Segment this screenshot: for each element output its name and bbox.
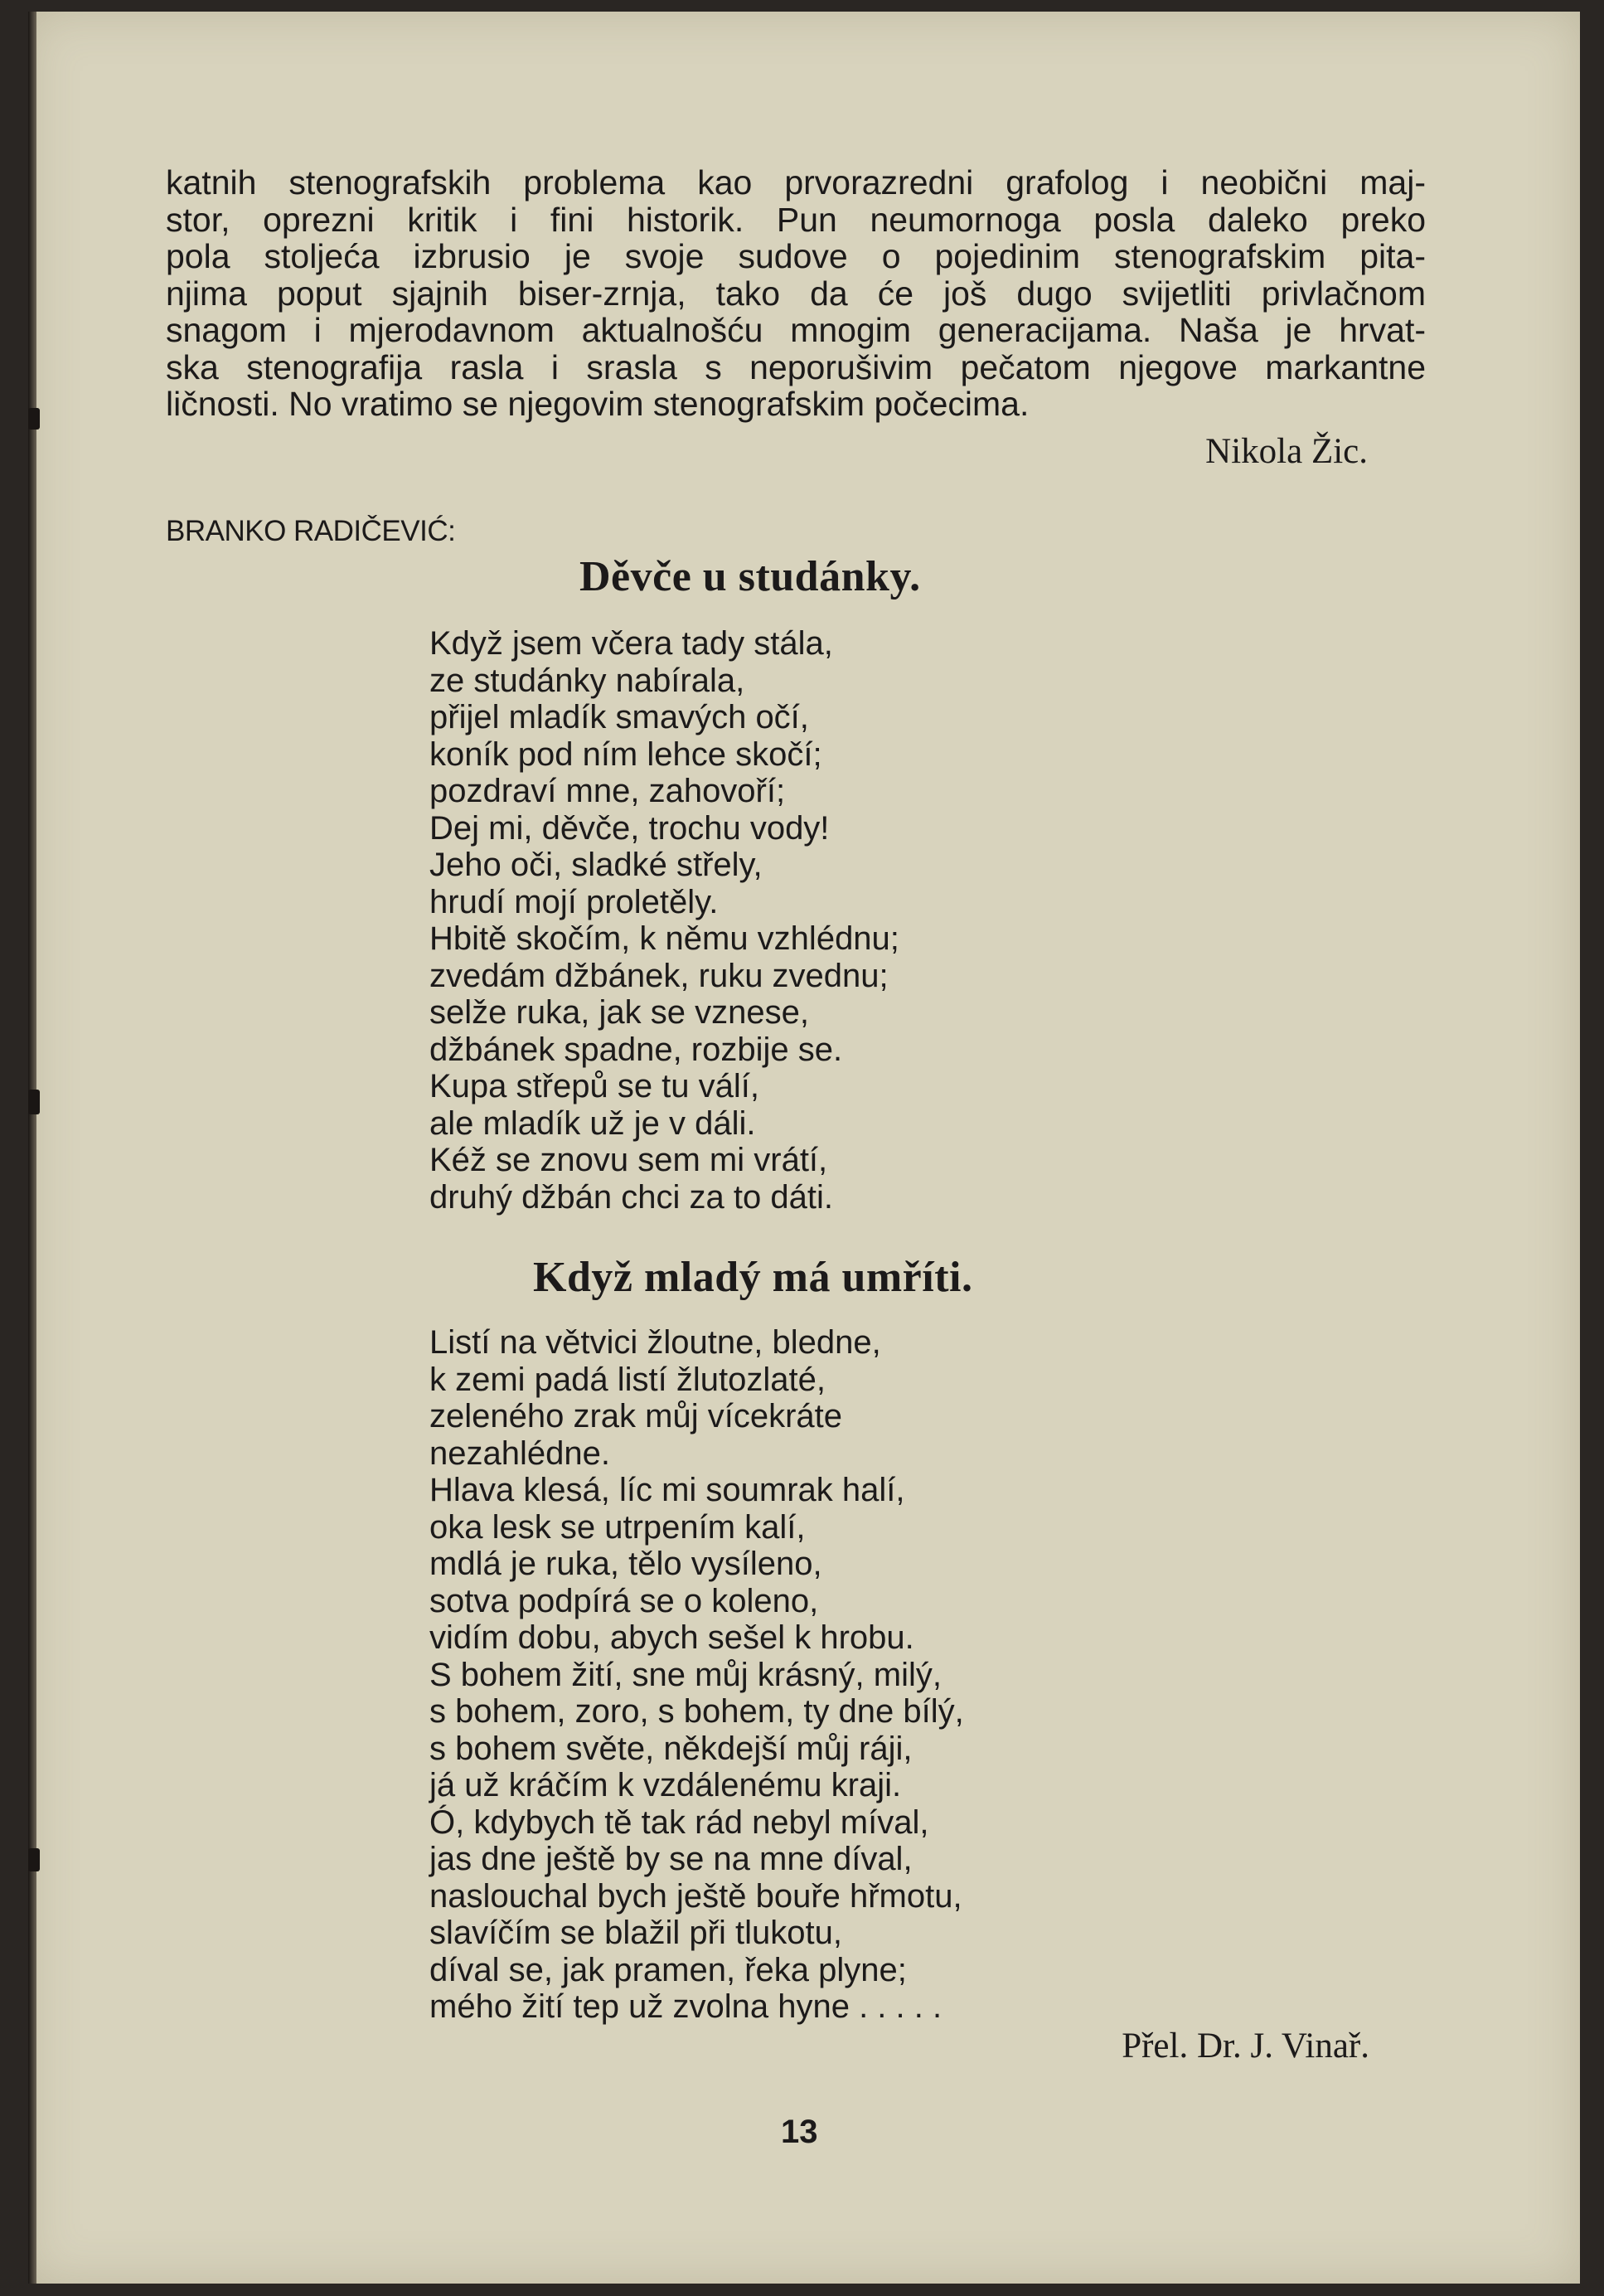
verse-line: díval se, jak pramen, řeka plyne;: [429, 1951, 907, 1988]
verse-line: Dej mi, děvče, trochu vody!: [429, 809, 830, 847]
poem-verse: [429, 625, 899, 1216]
page-edge-mark: [28, 408, 40, 430]
verse-line: Hbitě skočím, k němu vzhlédnu;: [429, 920, 899, 957]
poem-verse: [429, 1324, 964, 2026]
verse-line: S bohem žití, sne můj krásný, milý,: [429, 1656, 942, 1693]
verse-line: mého žití tep už zvolna hyne . . . . .: [429, 1988, 943, 2025]
verse-line: Jeho oči, sladké střely,: [429, 847, 763, 883]
verse-line: Kéž se znovu sem mi vrátí,: [429, 1142, 828, 1178]
verse-line: Ó, kdybych tě tak rád nebyl míval,: [429, 1803, 929, 1841]
prose-line: ličnosti. No vratimo se njegovim stenografskim počecima.: [166, 385, 1030, 423]
prose-line: snagom i mjerodavnom aktualnošću mnogim generacijama. Naša je hrvat-: [166, 311, 1426, 349]
verse-line: Když jsem včera tady stála,: [429, 625, 833, 662]
verse-line: nezahlédne.: [429, 1434, 610, 1472]
verse-line: já už kráčím k vzdálenému kraji.: [429, 1767, 902, 1803]
verse-line: selže ruka, jak se vznese,: [429, 994, 809, 1031]
verse-line: sotva podpírá se o koleno,: [429, 1582, 819, 1619]
translator-signature: Přel. Dr. J. Vinař.: [1122, 2027, 1369, 2065]
prose-line: stor, oprezni kritik i fini historik. Pun neumornoga posla daleko preko: [166, 200, 1426, 239]
verse-line: jas dne ještě by se na mne díval,: [429, 1841, 913, 1877]
prose-paragraph: [166, 164, 1426, 423]
poem-title: Děvče u studánky.: [579, 553, 921, 600]
verse-line: Kupa střepů se tu válí,: [429, 1068, 760, 1104]
verse-line: Listí na větvici žloutne, bledne,: [429, 1324, 881, 1361]
page-edge-mark: [28, 1848, 40, 1871]
verse-line: oka lesk se utrpením kalí,: [429, 1508, 806, 1546]
verse-line: zeleného zrak můj vícekráte: [429, 1398, 843, 1434]
page-spine-edge: [28, 12, 36, 2284]
verse-line: koník pod ním lehce skočí;: [429, 735, 822, 773]
verse-line: mdlá je ruka, tělo vysíleno,: [429, 1546, 822, 1582]
prose-line: pola stoljeća izbrusio je svoje sudove o pojedinim stenografskim pita-: [166, 237, 1426, 275]
page-number: 13: [781, 2114, 818, 2150]
prose-signature: Nikola Žic.: [1205, 432, 1368, 471]
poem-author: BRANKO RADIČEVIĆ:: [166, 515, 456, 547]
verse-line: pozdraví mne, zahovoří;: [429, 773, 786, 809]
prose-line: ska stenografija rasla i srasla s neporušivim pečatom njegove markantne: [166, 347, 1426, 386]
verse-line: ze studánky nabírala,: [429, 662, 745, 699]
verse-line: zvedám džbánek, ruku zvednu;: [429, 957, 889, 994]
verse-line: Hlava klesá, líc mi soumrak halí,: [429, 1472, 905, 1508]
verse-line: s bohem světe, někdejší můj ráji,: [429, 1730, 913, 1767]
verse-line: vidím dobu, abych sešel k hrobu.: [429, 1619, 914, 1656]
page-edge-mark: [28, 1090, 40, 1114]
prose-line: njima poput sjajnih biser-zrnja, tako da će još dugo svijetliti privlačnom: [166, 274, 1426, 313]
verse-line: k zemi padá listí žlutozlaté,: [429, 1361, 826, 1398]
poem-title: Když mladý má umříti.: [533, 1254, 973, 1301]
verse-line: hrudí mojí proletěly.: [429, 883, 719, 920]
verse-line: slavíčím se blažil při tlukotu,: [429, 1915, 842, 1951]
book-page: [28, 12, 1580, 2284]
verse-line: s bohem, zoro, s bohem, ty dne bílý,: [429, 1693, 964, 1730]
prose-line: katnih stenografskih problema kao prvorazredni grafolog i neobični maj-: [166, 163, 1426, 201]
verse-line: naslouchal bych ještě bouře hřmotu,: [429, 1877, 962, 1915]
verse-line: ale mladík už je v dáli.: [429, 1104, 756, 1142]
verse-line: přijel mladík smavých očí,: [429, 699, 809, 735]
verse-line: džbánek spadne, rozbije se.: [429, 1031, 843, 1068]
verse-line: druhý džbán chci za to dáti.: [429, 1178, 833, 1216]
